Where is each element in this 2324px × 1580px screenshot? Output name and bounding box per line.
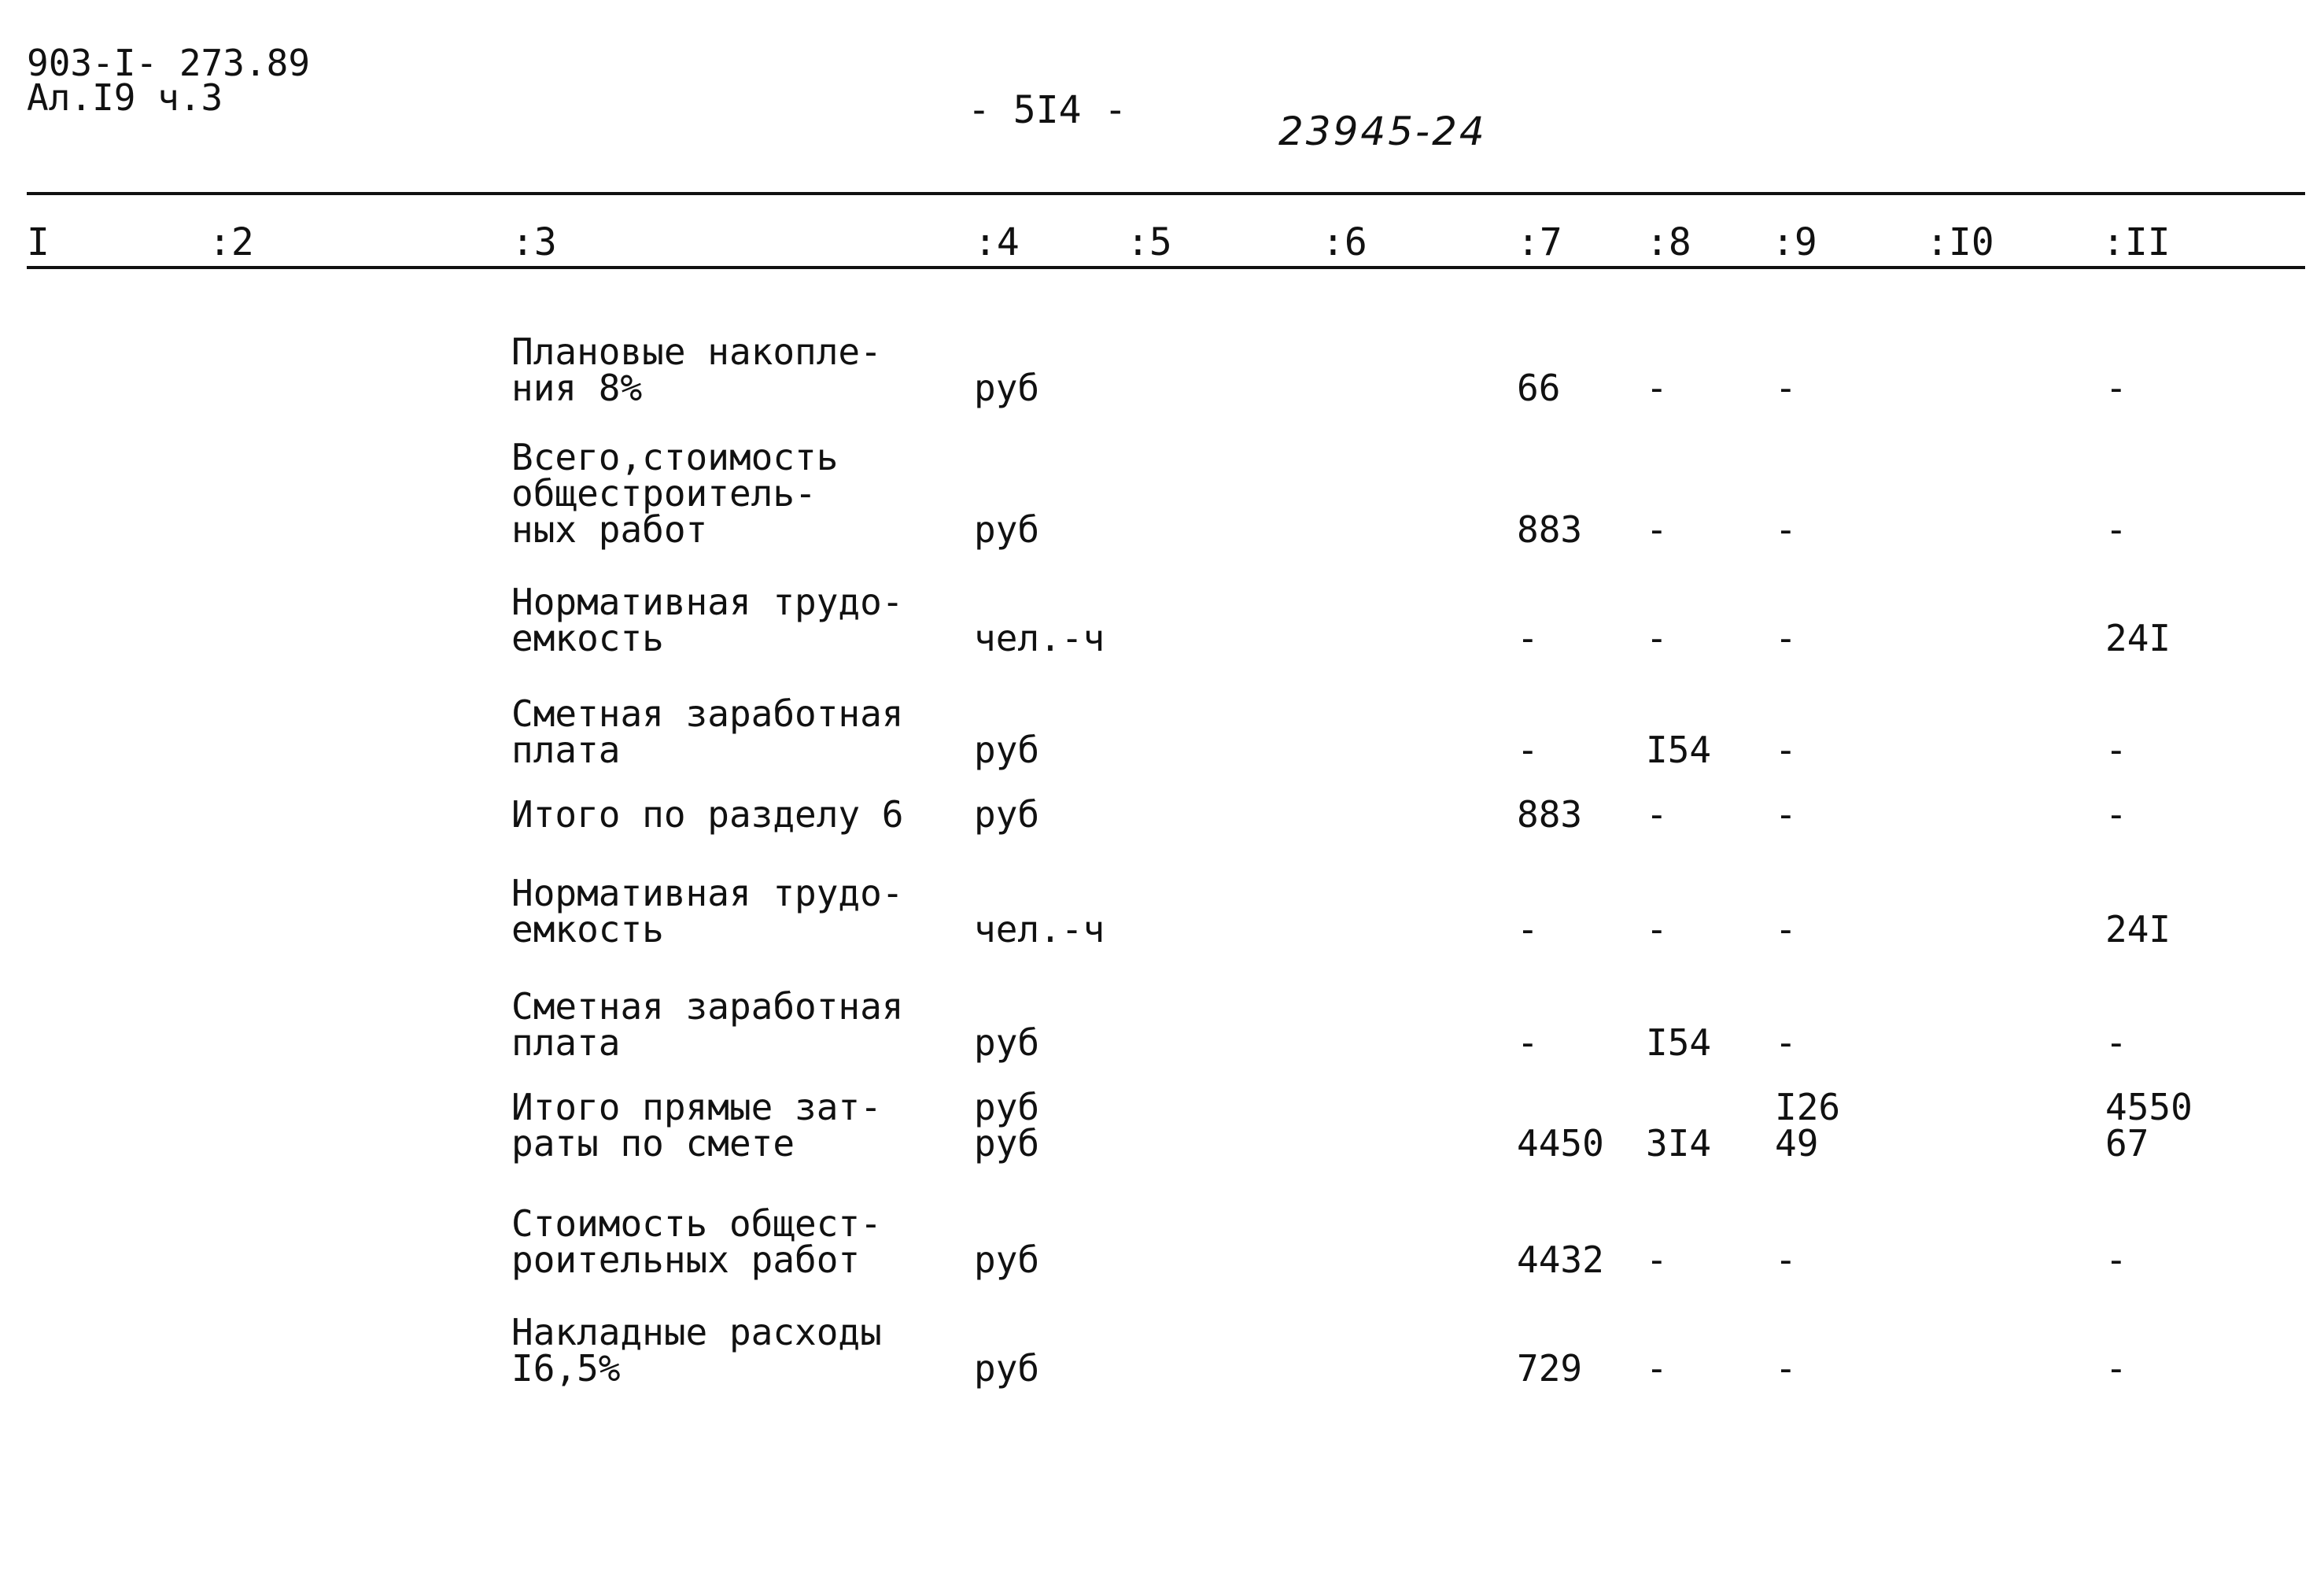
row-2-col9-value: - xyxy=(1775,508,1797,551)
document-code-line1: 903-I- 273.89 xyxy=(27,42,311,84)
row-4-col9-value: - xyxy=(1775,729,1797,771)
column-header-8: :8 xyxy=(1646,220,1691,264)
row-4-col8-value: I54 xyxy=(1646,729,1712,771)
row-4-col11-value: - xyxy=(2105,729,2127,771)
column-header-3: :3 xyxy=(511,220,557,264)
row-9-col8-value: - xyxy=(1646,1239,1668,1281)
row-3-col7-value: - xyxy=(1517,617,1539,659)
row-8-col7-value: 4450 xyxy=(1517,1122,1604,1165)
row-2-unit-value: руб xyxy=(974,508,1040,551)
column-header-4: :4 xyxy=(974,220,1020,264)
column-header-10: :I0 xyxy=(1926,220,1994,264)
row-8-unit-value: руб xyxy=(974,1086,1040,1128)
column-header-2: :2 xyxy=(208,220,254,264)
row-1-description-line-1: Плановые накопле- xyxy=(511,330,882,373)
row-8-col11-value: 4550 xyxy=(2105,1086,2193,1128)
row-8-description-line-1: Итого прямые зат- xyxy=(511,1086,882,1128)
page-number: - 5I4 - xyxy=(968,88,1127,132)
row-4-unit-value: руб xyxy=(974,729,1040,771)
row-5-col11-value: - xyxy=(2105,793,2127,836)
row-8-col8-value: 3I4 xyxy=(1646,1122,1712,1165)
row-4-description-line-2: плата xyxy=(511,729,621,771)
row-10-col7-value: 729 xyxy=(1517,1347,1583,1390)
row-1-unit-value: руб xyxy=(974,367,1040,409)
row-9-col11-value: - xyxy=(2105,1239,2127,1281)
column-header-7: :7 xyxy=(1517,220,1562,264)
row-8-unit-value: руб xyxy=(974,1122,1040,1165)
row-4-col7-value: - xyxy=(1517,729,1539,771)
row-8-description-line-2: раты по смете xyxy=(511,1122,795,1165)
row-8-col11-value: 67 xyxy=(2105,1122,2149,1165)
row-4-description-line-1: Сметная заработная xyxy=(511,692,904,735)
document-code xyxy=(27,42,311,119)
row-7-unit-value: руб xyxy=(974,1021,1040,1064)
top-rule xyxy=(27,192,2305,195)
handwritten-number: 23945-24 xyxy=(1278,109,1487,154)
row-1-col9-value: - xyxy=(1775,367,1797,409)
row-3-unit-value: чел.-ч xyxy=(974,617,1105,659)
row-9-description-line-1: Стоимость общест- xyxy=(511,1202,882,1245)
column-header-6: :6 xyxy=(1322,220,1367,264)
row-7-col11-value: - xyxy=(2105,1021,2127,1064)
row-5-col7-value: 883 xyxy=(1517,793,1583,836)
row-9-col9-value: - xyxy=(1775,1239,1797,1281)
row-7-description-line-2: плата xyxy=(511,1021,621,1064)
row-3-col11-value: 24I xyxy=(2105,617,2171,659)
header-rule xyxy=(27,266,2305,269)
row-7-col7-value: - xyxy=(1517,1021,1539,1064)
row-10-col11-value: - xyxy=(2105,1347,2127,1390)
row-6-unit-value: чел.-ч xyxy=(974,908,1105,951)
row-6-col11-value: 24I xyxy=(2105,908,2171,951)
column-header-5: :5 xyxy=(1127,220,1172,264)
row-6-col8-value: - xyxy=(1646,908,1668,951)
row-2-description-line-1: Всего,стоимость xyxy=(511,436,839,478)
row-5-col8-value: - xyxy=(1646,793,1668,836)
row-1-col7-value: 66 xyxy=(1517,367,1561,409)
row-3-col9-value: - xyxy=(1775,617,1797,659)
row-5-unit-value: руб xyxy=(974,793,1040,836)
row-10-col9-value: - xyxy=(1775,1347,1797,1390)
row-10-unit-value: руб xyxy=(974,1347,1040,1390)
row-1-description-line-2: ния 8% xyxy=(511,367,643,409)
row-3-col8-value: - xyxy=(1646,617,1668,659)
row-1-col8-value: - xyxy=(1646,367,1668,409)
row-6-col7-value: - xyxy=(1517,908,1539,951)
row-9-col7-value: 4432 xyxy=(1517,1239,1604,1281)
row-6-col9-value: - xyxy=(1775,908,1797,951)
row-9-unit-value: руб xyxy=(974,1239,1040,1281)
row-2-description-line-3: ных работ xyxy=(511,508,708,551)
row-5-col9-value: - xyxy=(1775,793,1797,836)
row-9-description-line-2: роительных работ xyxy=(511,1239,861,1281)
row-8-col9-value: I26 xyxy=(1775,1086,1841,1128)
row-6-description-line-1: Нормативная трудо- xyxy=(511,872,904,914)
row-7-col8-value: I54 xyxy=(1646,1021,1712,1064)
row-8-col9-value: 49 xyxy=(1775,1122,1819,1165)
row-3-description-line-1: Нормативная трудо- xyxy=(511,581,904,623)
row-2-description-line-2: общестроитель- xyxy=(511,472,817,515)
column-header-9: :9 xyxy=(1772,220,1817,264)
row-1-col11-value: - xyxy=(2105,367,2127,409)
row-2-col8-value: - xyxy=(1646,508,1668,551)
row-10-description-line-1: Накладные расходы xyxy=(511,1311,882,1353)
row-7-col9-value: - xyxy=(1775,1021,1797,1064)
column-header-1: I xyxy=(27,220,50,264)
row-2-col7-value: 883 xyxy=(1517,508,1583,551)
row-3-description-line-2: емкость xyxy=(511,617,664,659)
row-7-description-line-1: Сметная заработная xyxy=(511,985,904,1028)
column-header-11: :II xyxy=(2102,220,2171,264)
row-2-col11-value: - xyxy=(2105,508,2127,551)
row-6-description-line-2: емкость xyxy=(511,908,664,951)
document-code-line2: Ал.I9 ч.3 xyxy=(27,76,223,119)
row-10-col8-value: - xyxy=(1646,1347,1668,1390)
row-10-description-line-2: I6,5% xyxy=(511,1347,621,1390)
row-5-description-line-1: Итого по разделу 6 xyxy=(511,793,904,836)
